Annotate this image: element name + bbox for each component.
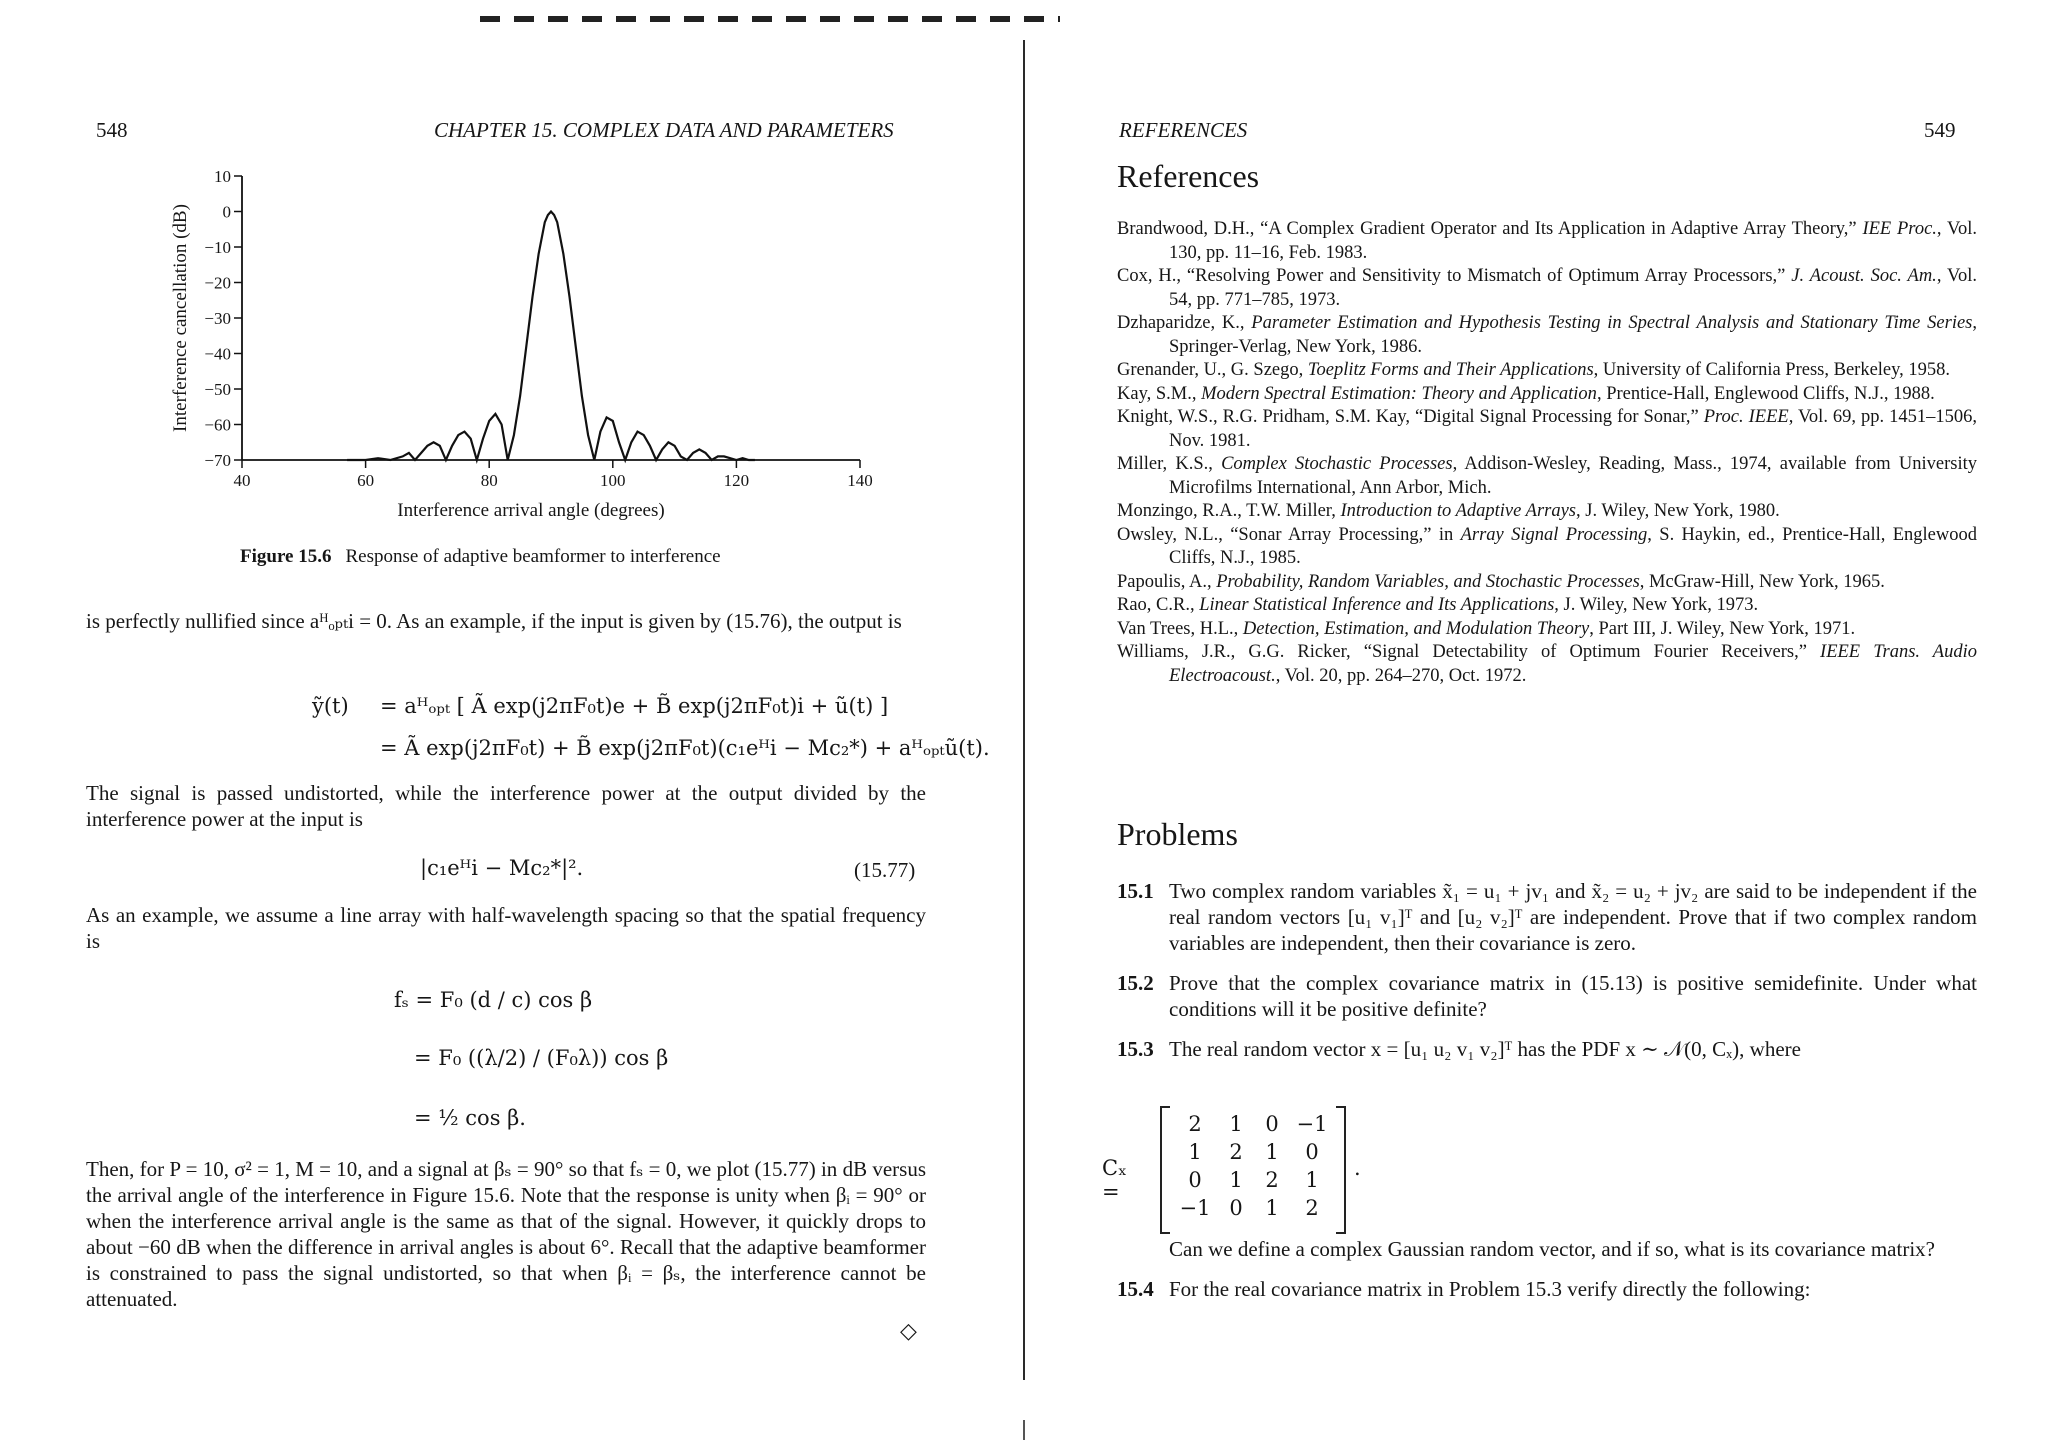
matrix-entry: 1 — [1229, 1112, 1243, 1136]
matrix-period: . — [1354, 1156, 1361, 1180]
problem-4 — [1117, 1276, 1977, 1302]
matrix-bracket-left — [1160, 1106, 1170, 1234]
x-tick-label: 120 — [723, 471, 750, 490]
reference-item: Knight, W.S., R.G. Pridham, S.M. Kay, “Digital Signal Processing for Sonar,” Proc. IEEE, Vol. 69, pp. 1451–1506, Nov. 1981. — [1117, 407, 1978, 451]
paragraph-4: Then, for P = 10, σ² = 1, M = 10, and a signal at βₛ = 90° so that fₛ = 0, we plot (15.77) in dB versus the arrival angle of the interference in Figure 15.6. Note that the response is unity when βᵢ = 90° or when the interference arrival angle is the same as that of the signal. However, it quickly drops to about −60 dB when the difference in arrival angles is about 6°. Recall that the adaptive beamformer is constrained to pass the signal undistorted, so that when βᵢ = βₛ, the interference cannot be attenuated. — [86, 1157, 926, 1311]
fs-equation-1: fₛ = F₀ (d / c) cos β — [394, 988, 593, 1012]
figure-label: Figure 15.6 — [240, 546, 332, 567]
end-of-example-mark: ◇ — [900, 1318, 917, 1343]
reference-item: Cox, H., “Resolving Power and Sensitivity to Mismatch of Optimum Array Processors,” J. Acoust. Soc. Am., Vol. 54, pp. 771–785, 1973. — [1117, 266, 1978, 310]
problem-3-continuation — [1117, 1236, 1977, 1316]
y-tick-label: −70 — [204, 451, 231, 470]
problem-3: 15.3 The real random vector x = [u₁ u₂ v₁ v₂]ᵀ has the PDF x ∼ 𝒩(0, Cₓ), where — [1117, 1037, 1801, 1061]
fs-equation-2: = F₀ ((λ/2) / (F₀λ)) cos β — [414, 1046, 669, 1070]
x-tick-label: 40 — [233, 471, 251, 490]
paragraph-1: is perfectly nullified since aᴴₒₚₜi = 0. As an example, if the input is given by (15.76), the output is — [86, 609, 902, 633]
reference-item: Monzingo, R.A., T.W. Miller, Introduction to Adaptive Arrays, J. Wiley, New York, 1980. — [1117, 501, 1780, 521]
equation-1-lhs: ỹ(t) — [312, 694, 349, 718]
matrix-entry: 2 — [1188, 1112, 1202, 1136]
left-page — [0, 0, 1020, 1446]
matrix-entry: 1 — [1305, 1168, 1319, 1192]
problem-3-cont-text: Can we define a complex Gaussian random vector, and if so, what is its covariance matrix? — [1169, 1237, 1935, 1261]
y-tick-label: 0 — [222, 202, 231, 222]
reference-item: Grenander, U., G. Szego, Toeplitz Forms and Their Applications, University of California Press, Berkeley, 1958. — [1117, 360, 1951, 380]
chart-svg — [160, 150, 880, 530]
matrix-entry: 2 — [1229, 1140, 1243, 1164]
reference-item: Van Trees, H.L., Detection, Estimation, and Modulation Theory, Part III, J. Wiley, New York, 1971. — [1117, 618, 1856, 639]
y-tick-label: −60 — [204, 415, 231, 435]
page-number-left: 548 — [96, 118, 128, 142]
reference-item: Brandwood, D.H., “A Complex Gradient Operator and Its Application in Adaptive Array Theory,” IEE Proc., Vol. 130, pp. 11–16, Feb. 1983. — [1117, 219, 1977, 263]
chart-ticks — [204, 167, 872, 490]
y-tick-label: −50 — [204, 380, 231, 399]
matrix-grid — [1172, 1112, 1334, 1220]
chart-series-line — [347, 212, 755, 461]
x-axis-label: Interference arrival angle (degrees) — [397, 500, 665, 521]
page-gutter — [1023, 40, 1025, 1380]
matrix-entry: 0 — [1265, 1112, 1279, 1136]
y-tick-label: −40 — [204, 344, 231, 364]
matrix-entry: −1 — [1296, 1112, 1328, 1136]
matrix-entry: 2 — [1305, 1196, 1319, 1220]
figure-caption-text: Response of adaptive beamformer to interference — [345, 546, 721, 567]
y-tick-label: −10 — [204, 238, 231, 257]
matrix-entry: 1 — [1229, 1168, 1243, 1192]
matrix-entry: 1 — [1265, 1196, 1279, 1220]
problem-4-number: 15.4 — [1117, 1277, 1154, 1301]
reference-item: Dzhaparidze, K., Parameter Estimation and Hypothesis Testing in Spectral Analysis and Stationary Time Series, Springer-Verlag, New York, 1986. — [1117, 313, 1978, 357]
problem-number: 15.3 — [1117, 1037, 1154, 1061]
y-tick-label: 10 — [214, 167, 231, 186]
matrix-entry: 1 — [1265, 1140, 1279, 1164]
figure-caption — [240, 546, 721, 568]
page-number-right: 549 — [1924, 118, 1956, 142]
x-tick-label: 80 — [480, 471, 498, 490]
x-tick-label: 100 — [600, 471, 626, 490]
problem-1: 15.1 Two complex random variables x̃₁ = u₁ + jv₁ and x̃₂ = u₂ + jv₂ are said to be independent if the real random vectors [u₁ v₁]ᵀ and [u₂ v₂]ᵀ are independent. Prove that if two complex random variables are independent, then their covariance is zero. — [1117, 879, 1977, 955]
matrix-entry: 1 — [1188, 1140, 1202, 1164]
right-page — [1026, 0, 2048, 1446]
reference-list — [1117, 218, 1977, 688]
paragraph-3: As an example, we assume a line array with half-wavelength spacing so that the spatial frequency is — [86, 903, 926, 953]
matrix-entry: 0 — [1305, 1140, 1319, 1164]
matrix-entry: 0 — [1188, 1168, 1202, 1192]
reference-item: Miller, K.S., Complex Stochastic Processes, Addison-Wesley, Reading, Mass., 1974, available from University Microfilms International, Ann Arbor, Mich. — [1117, 454, 1977, 498]
paragraph-2: The signal is passed undistorted, while the interference power at the output divided by the interference power at the input is — [86, 781, 926, 831]
equation-15-77: |c₁eᴴi − Mc₂*|². — [420, 856, 584, 880]
equation-2-rhs: = Ã exp(j2πF₀t) + B̃ exp(j2πF₀t)(c₁eᴴi − Mc₂*) + aᴴₒₚₜũ(t). — [380, 736, 990, 760]
x-tick-label: 60 — [357, 471, 375, 490]
running-head-left: CHAPTER 15. COMPLEX DATA AND PARAMETERS — [434, 118, 894, 142]
problem-number: 15.1 — [1117, 879, 1154, 903]
reference-item: Owsley, N.L., “Sonar Array Processing,” in Array Signal Processing, S. Haykin, ed., Prentice-Hall, Englewood Cliffs, N.J., 1985. — [1117, 524, 1977, 568]
reference-item: Rao, C.R., Linear Statistical Inference and Its Applications, J. Wiley, New York, 1973. — [1117, 595, 1759, 615]
reference-item: Papoulis, A., Probability, Random Variables, and Stochastic Processes, McGraw-Hill, New York, 1965. — [1117, 571, 1885, 592]
y-tick-label: −20 — [204, 273, 231, 293]
matrix-entry: 2 — [1265, 1168, 1279, 1192]
running-head-right: REFERENCES — [1119, 118, 1248, 142]
equation-1-rhs: = aᴴₒₚₜ [ Ã exp(j2πF₀t)e + B̃ exp(j2πF₀t)i + ũ(t) ] — [380, 694, 889, 718]
problem-number: 15.2 — [1117, 971, 1154, 995]
problem-2: 15.2 Prove that the complex covariance matrix in (15.13) is positive semidefinite. Under what conditions will it be positive definite? — [1117, 971, 1977, 1021]
chart-axes — [242, 176, 860, 460]
matrix-entry: −1 — [1179, 1196, 1211, 1220]
reference-item: Kay, S.M., Modern Spectral Estimation: Theory and Application, Prentice-Hall, Englewood Cliffs, N.J., 1988. — [1117, 383, 1935, 404]
x-tick-label: 140 — [847, 471, 873, 490]
matrix-entry: 0 — [1229, 1196, 1243, 1220]
y-axis-label: Interference cancellation (dB) — [170, 204, 191, 432]
problem-4-text: For the real covariance matrix in Problem 15.3 verify directly the following: — [1169, 1277, 1811, 1301]
reference-item: Williams, J.R., G.G. Ricker, “Signal Detectability of Optimum Fourier Receivers,” IEEE Trans. Audio Electroacoust., Vol. 20, pp. 264–270, Oct. 1972. — [1117, 642, 1977, 686]
fs-equation-3: = ½ cos β. — [414, 1106, 526, 1130]
problem-list — [1117, 878, 1977, 1076]
figure-15-6 — [160, 150, 880, 530]
matrix-label: Cₓ = — [1102, 1156, 1127, 1204]
problems-heading: Problems — [1117, 816, 1238, 852]
y-tick-label: −30 — [204, 309, 231, 328]
references-heading: References — [1117, 158, 1260, 194]
equation-number: (15.77) — [854, 858, 916, 882]
scan-tick — [1023, 1420, 1025, 1440]
matrix-bracket-right — [1336, 1106, 1346, 1234]
